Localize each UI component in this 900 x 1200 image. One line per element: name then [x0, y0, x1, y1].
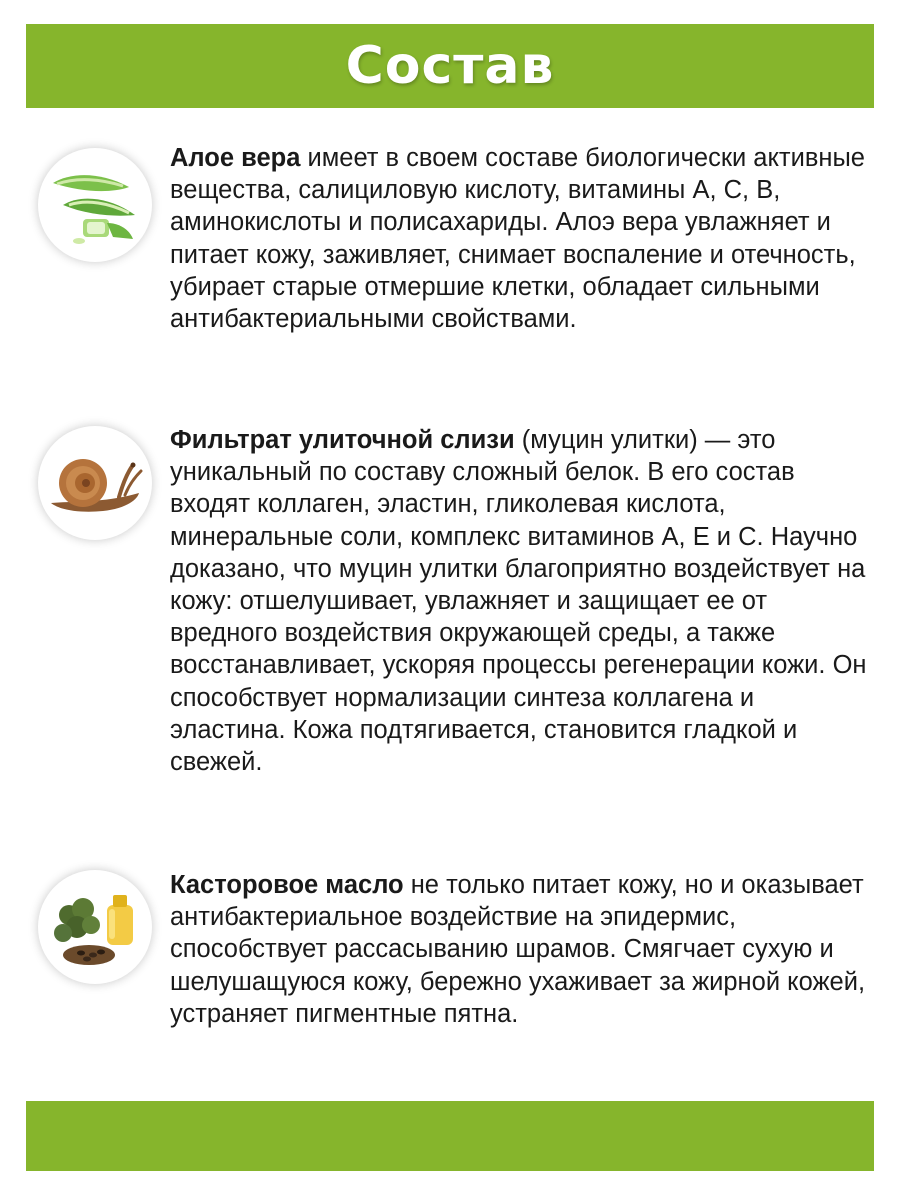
castor-oil-title: Касторовое масло — [170, 871, 404, 899]
castor-oil-description — [170, 869, 870, 1030]
page-title: Состав — [345, 36, 555, 96]
aloe-body: имеет в своем составе биологически активные вещества, салициловую кислоту, витамины А, С, В, аминокислоты и полисахариды. Алоэ вера увлажняет и питает кожу, заживляет, снимает воспаление и отечность, убирает старые отмершие клетки, обладает сильными антибактериальными свойствами. — [170, 144, 865, 334]
castor-oil-icon — [38, 870, 152, 984]
footer-banner — [26, 1101, 874, 1171]
aloe-title: Алое вера — [170, 144, 301, 172]
castor-oil-body: не только питает кожу, но и оказывает антибактериальное воздействие на эпидермис, способствует рассасыванию шрамов. Смягчает сухую и шелушащуюся кожу, бережно ухаживает за жирной кожей, устраняет пигментные пятна. — [170, 871, 866, 1028]
aloe-description — [170, 142, 870, 335]
aloe-vera-icon — [38, 148, 152, 262]
snail-icon — [38, 426, 152, 540]
snail-mucin-title: Фильтрат улиточной слизи — [170, 426, 515, 454]
snail-mucin-description — [170, 424, 870, 778]
header-banner — [26, 24, 874, 108]
snail-mucin-body: (муцин улитки) — это уникальный по составу сложный белок. В его состав входят коллаген, эластин, гликолевая кислота, минеральные соли, комплекс витаминов А, Е и С. Научно доказано, что муцин улитки благоприятно воздействует на кожу: отшелушивает, увлажняет и защищает ее от вредного воздействия окружающей среды, а также восстанавливает, ускоряя процессы регенерации кожи. Он способствует нормализации синтеза коллагена и эластина. Кожа подтягивается, становится гладкой и свежей. — [170, 426, 867, 777]
